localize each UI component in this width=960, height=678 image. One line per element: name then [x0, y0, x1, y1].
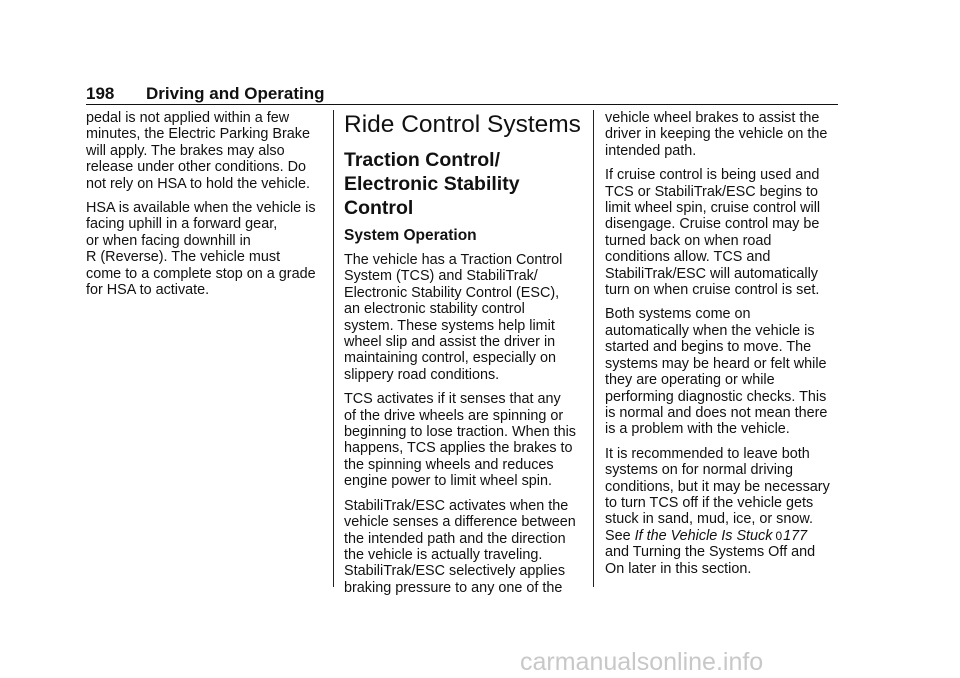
text-line: turn on when cruise control is set.	[605, 282, 820, 299]
heading-line: Control	[344, 197, 414, 219]
text-line: intended path.	[605, 142, 697, 159]
xref-page-number[interactable]: 177	[783, 527, 808, 544]
text-line: is a problem with the vehicle.	[605, 421, 790, 438]
column-divider	[593, 110, 594, 587]
text-line: On later in this section.	[605, 560, 752, 577]
text-line: TCS or StabiliTrak/ESC begins to	[605, 183, 819, 200]
text-line: slippery road conditions.	[344, 366, 500, 383]
xref-line	[605, 528, 845, 544]
page-ref-arrow-icon: 0	[775, 528, 783, 543]
text-line: vehicle senses a difference between	[344, 514, 576, 531]
paragraph	[605, 167, 845, 298]
column-middle	[344, 110, 584, 604]
text-line: release under other conditions. Do	[86, 159, 306, 176]
text-line: braking pressure to any one of the	[344, 579, 563, 596]
text-line: StabiliTrak/ESC activates when the	[344, 497, 569, 514]
text-line: automatically when the vehicle is	[605, 322, 815, 339]
paragraph	[344, 498, 584, 596]
text-line: StabiliTrak/ESC will automatically	[605, 265, 818, 282]
text-line: the spinning wheels and reduces	[344, 456, 554, 473]
text-line: systems may be heard or felt while	[605, 355, 827, 372]
text-line: HSA is available when the vehicle is	[86, 200, 316, 217]
text-line: to turn TCS off if the vehicle gets	[605, 494, 814, 511]
text-line: limit wheel spin, cruise control will	[605, 200, 821, 217]
subsection-heading	[344, 148, 584, 220]
paragraph	[344, 252, 584, 383]
text-line: Electronic Stability Control (ESC),	[344, 284, 560, 301]
text-line: engine power to limit wheel spin.	[344, 473, 552, 490]
page-header	[86, 84, 838, 105]
text-line: The vehicle has a Traction Control	[344, 252, 563, 268]
text-line: will apply. The brakes may also	[86, 142, 285, 159]
text-line: conditions, but it may be necessary	[605, 478, 830, 495]
section-heading: Ride Control Systems	[344, 111, 581, 138]
text-line: they are operating or while	[605, 372, 775, 389]
text-line: started and begins to move. The	[605, 339, 812, 356]
xref-prefix: See	[605, 527, 631, 544]
text-line: StabiliTrak/ESC selectively applies	[344, 563, 566, 580]
text-line: performing diagnostic checks. This	[605, 388, 827, 405]
text-line: for HSA to activate.	[86, 282, 210, 299]
page-number: 198	[86, 84, 115, 103]
text-line: R (Reverse). The vehicle must	[86, 249, 281, 266]
column-left	[86, 110, 326, 306]
text-line: Both systems come on	[605, 306, 751, 323]
paragraph	[605, 110, 845, 159]
text-line: or when facing downhill in	[86, 232, 251, 249]
text-line: disengage. Cruise control may be	[605, 216, 820, 233]
text-line: and Turning the Systems Off and	[605, 544, 816, 561]
topic-heading: System Operation	[344, 227, 477, 244]
column-right	[605, 110, 845, 585]
text-line: driver in keeping the vehicle on the	[605, 126, 828, 143]
column-divider	[333, 110, 334, 587]
heading-line: Electronic Stability	[344, 173, 520, 195]
text-line: System (TCS) and StabiliTrak/	[344, 268, 538, 285]
paragraph	[86, 110, 326, 192]
text-line: come to a complete stop on a grade	[86, 265, 316, 282]
text-line: maintaining control, especially on	[344, 350, 556, 367]
text-line: If cruise control is being used and	[605, 167, 820, 184]
paragraph	[605, 446, 845, 577]
text-line: happens, TCS applies the brakes to	[344, 440, 573, 457]
text-line: system. These systems help limit	[344, 317, 555, 334]
watermark: carmanualsonline.info	[520, 648, 764, 676]
text-line: wheel slip and assist the driver in	[344, 334, 556, 351]
xref-link[interactable]: If the Vehicle Is Stuck	[634, 527, 773, 544]
text-line: facing uphill in a forward gear,	[86, 216, 278, 233]
paragraph	[344, 391, 584, 489]
text-line: the vehicle is actually traveling.	[344, 546, 543, 563]
paragraph	[605, 306, 845, 437]
text-line: the intended path and the direction	[344, 530, 566, 547]
text-line: beginning to lose traction. When this	[344, 424, 576, 441]
paragraph	[86, 200, 326, 298]
text-line: turned back on when road	[605, 232, 772, 249]
text-line: systems on for normal driving	[605, 462, 793, 479]
text-line: vehicle wheel brakes to assist the	[605, 110, 820, 126]
text-line: of the drive wheels are spinning or	[344, 407, 564, 424]
running-head: Driving and Operating	[146, 84, 325, 103]
text-line: an electronic stability control	[344, 301, 525, 318]
text-line: minutes, the Electric Parking Brake	[86, 126, 310, 143]
text-line: is normal and does not mean there	[605, 404, 828, 421]
text-line: stuck in sand, mud, ice, or snow.	[605, 511, 813, 528]
text-line: not rely on HSA to hold the vehicle.	[86, 175, 310, 192]
text-line: TCS activates if it senses that any	[344, 391, 561, 408]
text-line: It is recommended to leave both	[605, 445, 810, 462]
text-line: pedal is not applied within a few	[86, 110, 290, 126]
text-line: conditions allow. TCS and	[605, 249, 771, 266]
heading-line: Traction Control/	[344, 149, 500, 171]
